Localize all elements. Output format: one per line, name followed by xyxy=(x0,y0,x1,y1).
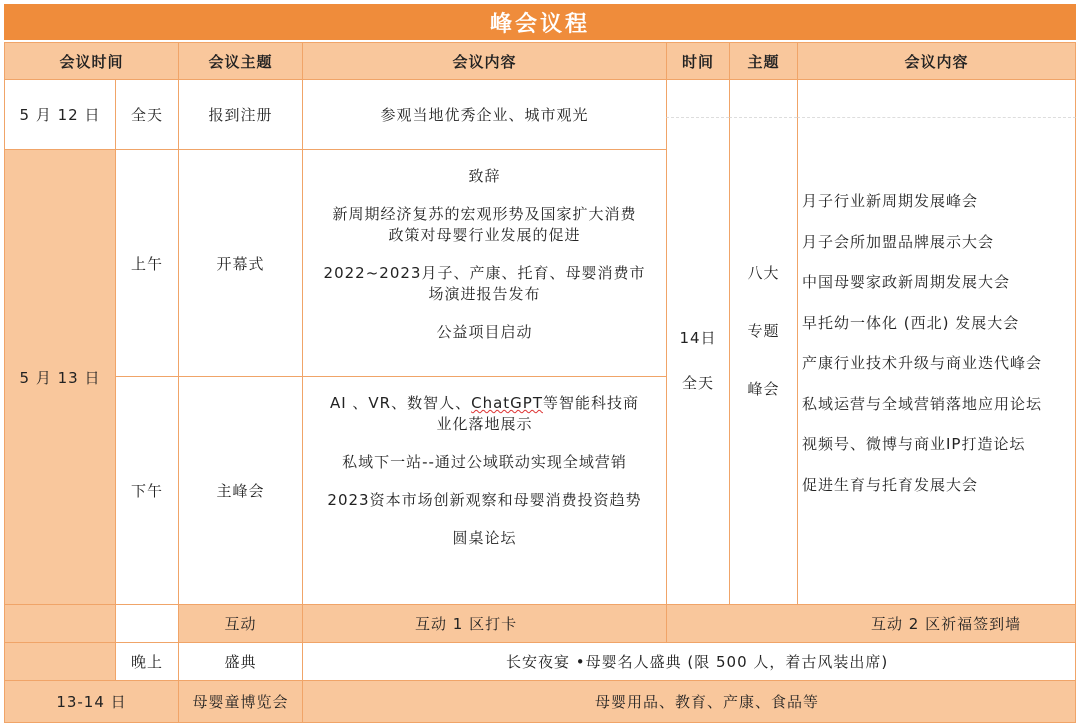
topic-expo: 母婴童博览会 xyxy=(178,681,302,723)
summit-item-part: AI 、VR、数智人、 xyxy=(329,394,472,412)
topic-registration: 报到注册 xyxy=(178,80,302,150)
topic-main-summit: 主峰会 xyxy=(178,377,302,605)
header-content-2: 会议内容 xyxy=(797,42,1076,80)
day14-topic-line: 专题 xyxy=(747,321,780,340)
interaction-period-blank xyxy=(115,605,178,643)
day14-top-blank-topic xyxy=(729,80,797,118)
period-morning: 上午 xyxy=(115,150,178,377)
forum-item: 月子会所加盟品牌展示大会 xyxy=(802,232,995,251)
day14-topic xyxy=(729,118,797,605)
opening-item: 2022~2023月子、产康、托育、母婴消费市 xyxy=(323,264,646,282)
header-time: 会议时间 xyxy=(4,42,178,80)
header-time-2: 时间 xyxy=(666,42,729,80)
summit-item xyxy=(330,393,639,414)
evening-date-blank xyxy=(4,643,115,681)
opening-item: 致辞 xyxy=(468,167,501,185)
day14-top-blank-time xyxy=(666,80,729,118)
opening-item: 政策对母婴行业发展的促进 xyxy=(388,226,581,244)
day14-time-line: 全天 xyxy=(681,374,714,392)
topic-interaction: 互动 xyxy=(178,605,302,643)
day14-topic-line: 峰会 xyxy=(747,379,780,398)
summit-item: 2023资本市场创新观察和母婴消费投资趋势 xyxy=(327,491,642,509)
opening-item: 新周期经济复苏的宏观形势及国家扩大消费 xyxy=(332,205,637,223)
day14-time-line: 14日 xyxy=(679,329,717,347)
header-content: 会议内容 xyxy=(302,42,666,80)
page-title: 峰会议程 xyxy=(4,4,1076,40)
interaction-zone-2: 互动 2 区祈福签到墙 xyxy=(666,605,1076,643)
period-evening: 晚上 xyxy=(115,643,178,681)
forum-item: 月子行业新周期发展峰会 xyxy=(802,192,979,210)
summit-item: 圆桌论坛 xyxy=(452,529,517,547)
forum-item: 私域运营与全域营销落地应用论坛 xyxy=(802,394,1043,413)
day14-top-blank-content xyxy=(797,80,1076,118)
summit-item-part: 等智能科技商 xyxy=(543,394,640,412)
forum-item: 早托幼一体化 (西北) 发展大会 xyxy=(802,313,1020,332)
date-may-12: 5 月 12 日 xyxy=(4,80,115,150)
header-topic: 会议主题 xyxy=(178,42,302,80)
period-afternoon: 下午 xyxy=(115,377,178,605)
forum-item: 促进生育与托育发展大会 xyxy=(802,475,979,494)
forum-item: 视频号、微博与商业IP打造论坛 xyxy=(802,435,1026,453)
opening-item: 场演进报告发布 xyxy=(428,285,541,303)
day14-time xyxy=(666,118,729,605)
day14-forum-list xyxy=(797,118,1076,605)
header-topic-2: 主题 xyxy=(729,42,797,80)
interaction-zone-1: 互动 1 区打卡 xyxy=(302,605,666,643)
interaction-date-blank xyxy=(4,605,115,643)
summit-item: 私域下一站--通过公域联动实现全域营销 xyxy=(342,453,627,471)
forum-item: 产康行业技术升级与商业迭代峰会 xyxy=(802,354,1043,372)
content-gala: 长安夜宴 •母婴名人盛典 (限 500 人，着古风装出席) xyxy=(302,643,1076,681)
opening-item: 公益项目启动 xyxy=(436,323,533,341)
day14-topic-line: 八大 xyxy=(747,263,780,282)
content-expo: 母婴用品、教育、产康、食品等 xyxy=(302,681,1076,723)
content-main-summit xyxy=(302,377,666,605)
date-expo: 13-14 日 xyxy=(4,681,178,723)
period-all-day: 全天 xyxy=(115,80,178,150)
content-opening xyxy=(302,150,666,377)
chatgpt-text: ChatGPT xyxy=(471,394,543,412)
content-visit: 参观当地优秀企业、城市观光 xyxy=(302,80,666,150)
topic-opening: 开幕式 xyxy=(178,150,302,377)
date-may-13: 5 月 13 日 xyxy=(4,150,115,605)
topic-gala: 盛典 xyxy=(178,643,302,681)
summit-item: 业化落地展示 xyxy=(436,415,533,433)
forum-item: 中国母婴家政新周期发展大会 xyxy=(802,273,1011,291)
